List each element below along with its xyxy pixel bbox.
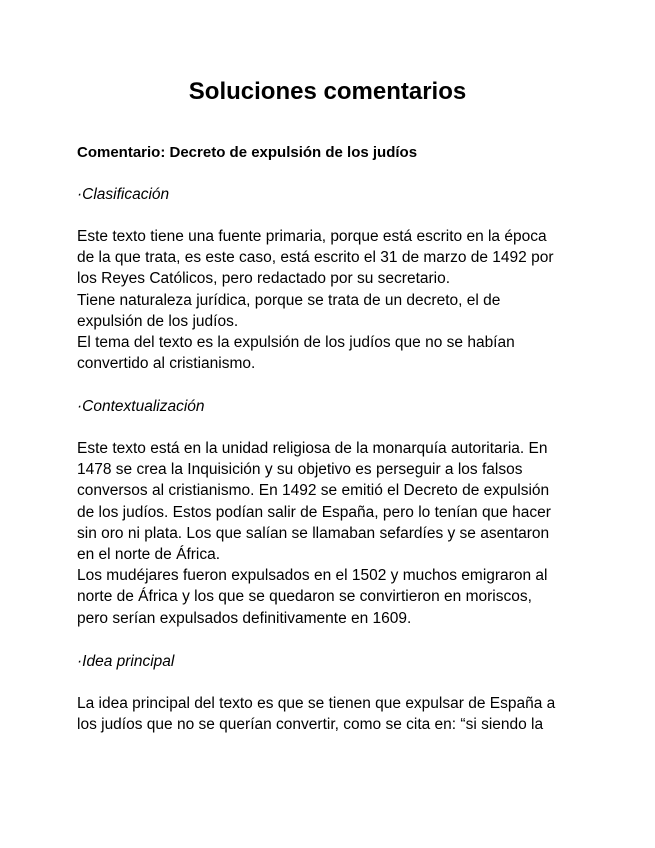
text-line: Este texto tiene una fuente primaria, porque está escrito en la época bbox=[77, 228, 547, 245]
text-line: los judíos que no se querían convertir, como se cita en: “si siendo la bbox=[77, 716, 544, 734]
text-line: los Reyes Católicos, pero redactado por su secretario. bbox=[77, 270, 451, 288]
paragraph-clasificacion bbox=[77, 226, 577, 374]
text-line: pero serían expulsados definitivamente en 1609. bbox=[77, 609, 412, 627]
paragraph-contextualizacion bbox=[77, 438, 577, 629]
paragraph-idea-principal bbox=[77, 693, 577, 735]
section-heading-idea-principal: ·Idea principal bbox=[77, 653, 175, 670]
text-line: sin oro ni plata. Los que salían se llamaban sefardíes y se asentaron bbox=[77, 524, 550, 542]
page-title: Soluciones comentarios bbox=[188, 78, 467, 105]
text-line: de los judíos. Estos podían salir de España, pero lo tenían que hacer bbox=[77, 503, 551, 521]
section-heading-contextualizacion: ·Contextualización bbox=[77, 398, 205, 415]
text-line: Este texto está en la unidad religiosa de la monarquía autoritaria. En bbox=[77, 440, 548, 457]
text-line: La idea principal del texto es que se tienen que expulsar de España a bbox=[77, 695, 556, 712]
text-line: de la que trata, es este caso, está escrito el 31 de marzo de 1492 por bbox=[77, 249, 554, 267]
text-line: Los mudéjares fueron expulsados en el 1502 y muchos emigraron al bbox=[77, 567, 548, 585]
text-line: en el norte de África. bbox=[77, 546, 221, 564]
text-line: norte de África y los que se quedaron se convirtieron en moriscos, bbox=[77, 588, 532, 606]
commentary-title: Comentario: Decreto de expulsión de los judíos bbox=[77, 144, 418, 161]
text-line: expulsión de los judíos. bbox=[77, 312, 239, 330]
text-line: convertido al cristianismo. bbox=[77, 355, 256, 373]
text-line: Tiene naturaleza jurídica, porque se trata de un decreto, el de bbox=[77, 291, 501, 309]
text-line: conversos al cristianismo. En 1492 se emitió el Decreto de expulsión bbox=[77, 482, 550, 500]
section-heading-clasificacion: ·Clasificación bbox=[77, 186, 170, 203]
text-line: El tema del texto es la expulsión de los judíos que no se habían bbox=[77, 334, 515, 352]
text-line: 1478 se crea la Inquisición y su objetivo es perseguir a los falsos bbox=[77, 461, 523, 479]
